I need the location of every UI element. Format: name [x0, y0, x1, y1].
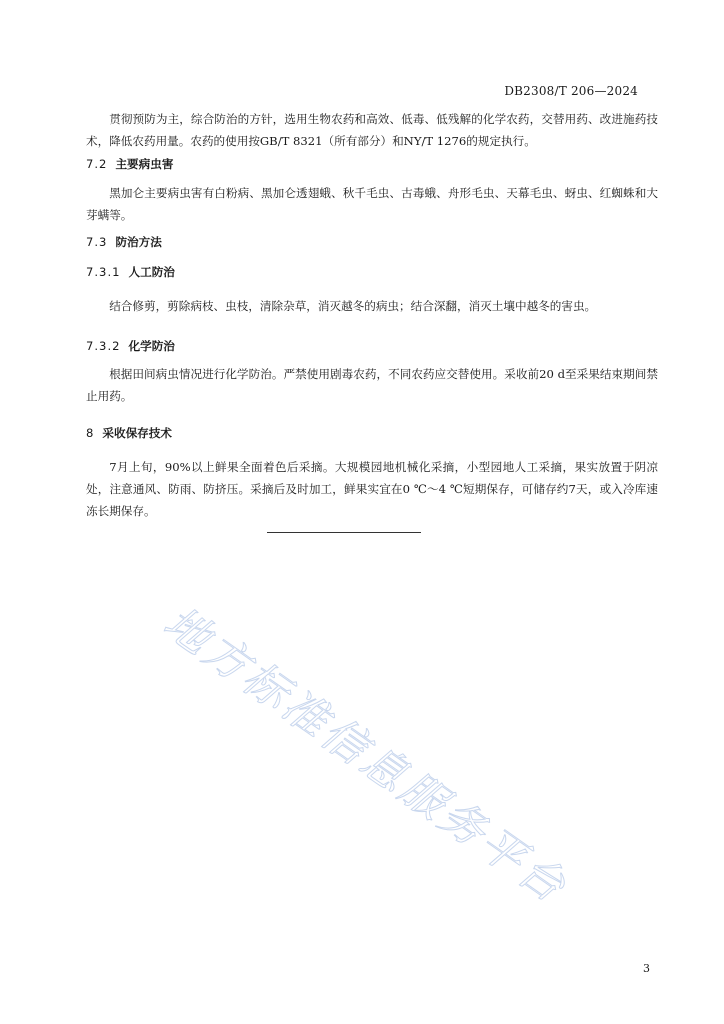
section-7-3-1-body: 结合修剪，剪除病枝、虫枝，清除杂草，消灭越冬的病虫；结合深翻，消灭土壤中越冬的害虫。	[109, 299, 597, 313]
page-number: 3	[643, 962, 650, 975]
section-title: 人工防治	[128, 265, 175, 279]
section-7-3-2-heading	[86, 338, 175, 354]
section-number: 7.3.2	[86, 339, 121, 353]
section-title: 防治方法	[115, 235, 162, 249]
section-7-2-heading	[86, 156, 173, 172]
section-title: 采收保存技术	[102, 426, 172, 440]
section-7-3-2-body: 根据田间病虫情况进行化学防治。严禁使用剧毒农药，不同农药应交替使用。采收前20 d至采果结束期间禁止用药。	[86, 367, 658, 403]
section-title: 主要病虫害	[115, 157, 174, 171]
section-number: 7.3.1	[86, 265, 121, 279]
end-rule	[267, 532, 421, 533]
section-8-body: 7月上旬，90%以上鲜果全面着色后采摘。大规模园地机械化采摘，小型园地人工采摘，果实放置于阴凉处，注意通风、防雨、防挤压。采摘后及时加工，鲜果实宜在0 ℃～4 ℃短期保存，可储存约7天，或入冷库速冻长期保存。	[86, 460, 658, 518]
section-7-3-heading	[86, 234, 162, 250]
section-title: 化学防治	[128, 339, 175, 353]
section-8-heading	[86, 425, 172, 441]
section-number: 7.3	[86, 235, 108, 249]
section-number: 7.2	[86, 157, 108, 171]
intro-paragraph: 贯彻预防为主，综合防治的方针，选用生物农药和高效、低毒、低残解的化学农药，交替用药、改进施药技术，降低农药用量。农药的使用按GB/T 8321（所有部分）和NY/T 1276的规定执行。	[86, 112, 658, 148]
section-7-3-1-heading	[86, 264, 175, 280]
section-7-2-body: 黑加仑主要病虫害有白粉病、黑加仑透翅蛾、秋千毛虫、古毒蛾、舟形毛虫、天幕毛虫、蚜虫、红蜘蛛和大芽螨等。	[86, 186, 658, 222]
watermark: 地方标准信息服务平台	[154, 597, 577, 915]
section-number: 8	[86, 426, 95, 440]
document-code: DB2308/T 206—2024	[504, 84, 638, 98]
